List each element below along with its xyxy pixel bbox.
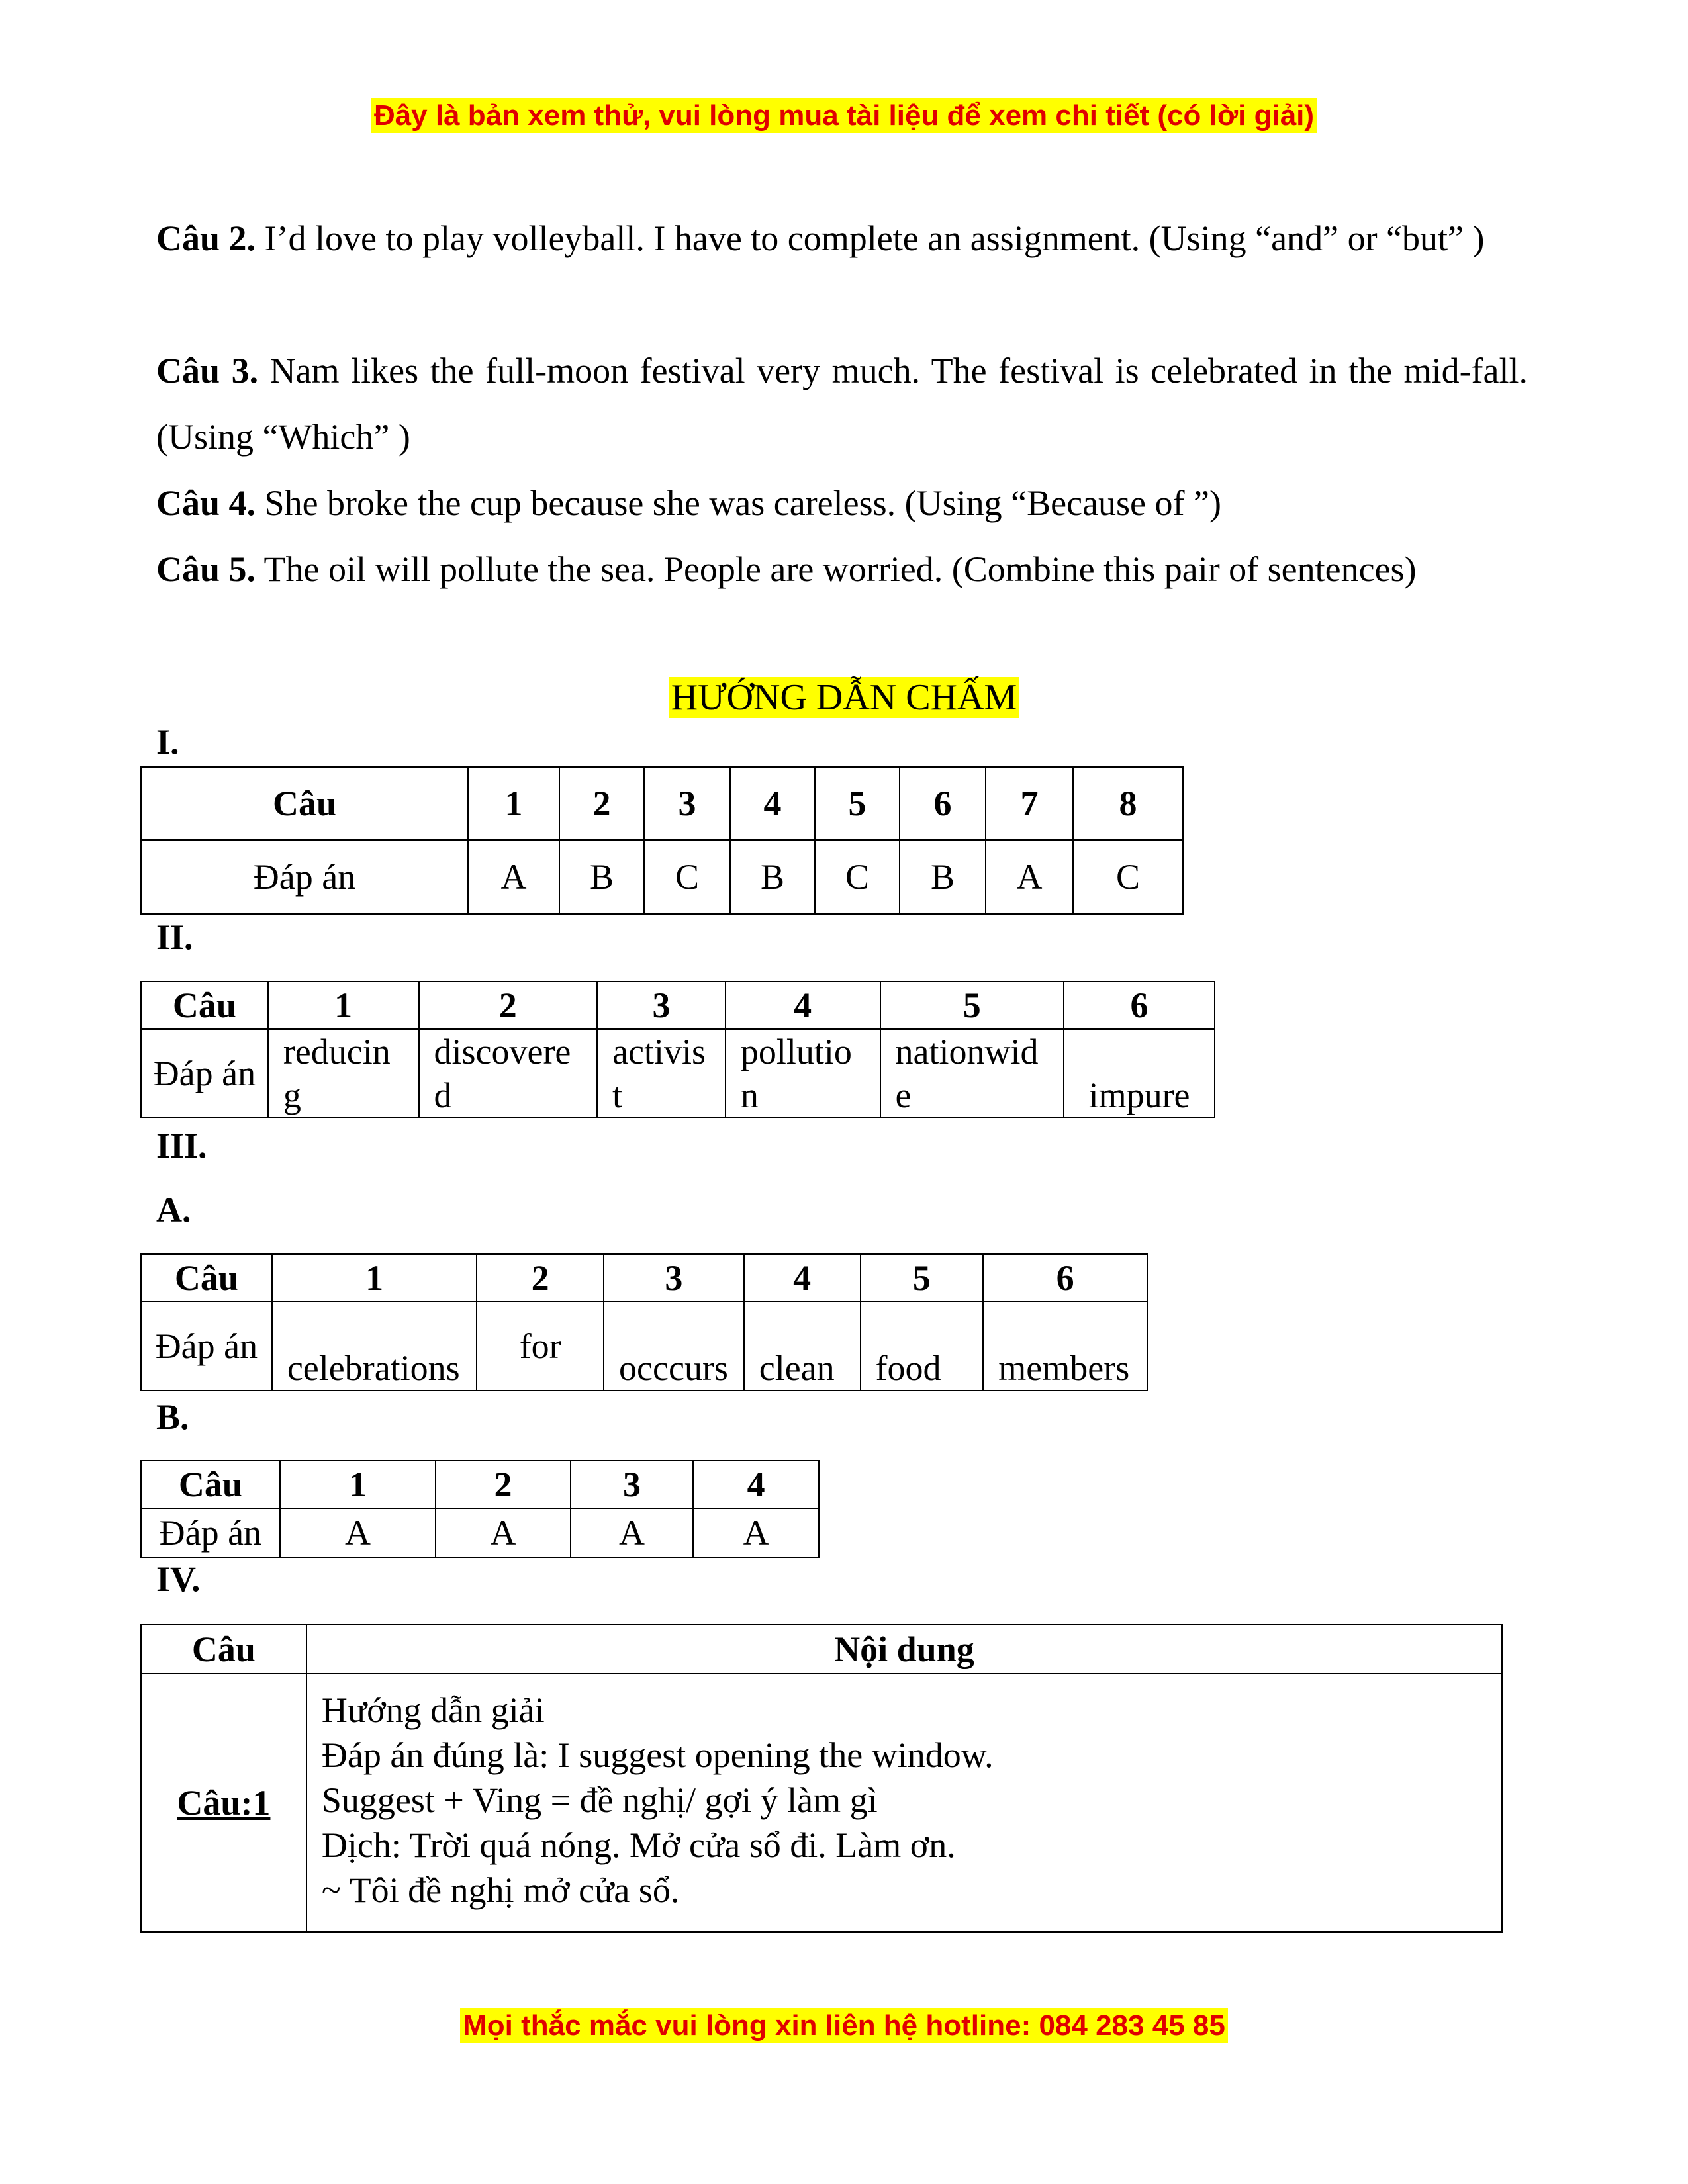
table-i-num: 6 xyxy=(900,767,986,840)
table-iii-a-num: 2 xyxy=(477,1254,604,1302)
table-ii-num: 1 xyxy=(268,981,419,1029)
table-iv-col-cau: Câu xyxy=(141,1625,306,1674)
table-iii-a-answer: for xyxy=(477,1302,604,1390)
table-ii-num: 6 xyxy=(1064,981,1215,1029)
table-i-answer: C xyxy=(644,840,730,914)
table-iii-a-answer: food xyxy=(861,1302,984,1390)
table-i-answer: B xyxy=(730,840,815,914)
table-ii-header-label: Câu xyxy=(141,981,268,1029)
table-ii-answer: discovered xyxy=(419,1029,598,1118)
question-3: Câu 3. Nam likes the full-moon festival very much. The festival is celebrated in the mid-fall. (Using “Which” ) xyxy=(156,351,1528,457)
table-iii-b-row-label: Đáp án xyxy=(141,1508,280,1557)
table-i-num: 2 xyxy=(559,767,644,840)
table-ii-answer: impure xyxy=(1064,1029,1215,1118)
section-iv-label: IV. xyxy=(156,1559,201,1599)
table-ii-answer: pollution xyxy=(726,1029,880,1118)
table-iii-b-answer: A xyxy=(693,1508,819,1557)
table-ii-row-label: Đáp án xyxy=(141,1029,268,1118)
table-ii-num: 2 xyxy=(419,981,598,1029)
table-i-num: 1 xyxy=(468,767,559,840)
table-iii-b-num: 4 xyxy=(693,1461,819,1508)
table-iii-b-num: 3 xyxy=(571,1461,694,1508)
table-ii-answer: reducing xyxy=(268,1029,419,1118)
question-4: Câu 4. She broke the cup because she was careless. (Using “Because of ”) xyxy=(156,483,1221,523)
answer-table-iii-b xyxy=(140,1460,820,1558)
table-iii-a-answer: members xyxy=(983,1302,1147,1390)
answer-table-ii xyxy=(140,981,1215,1118)
table-iii-a-row-label: Đáp án xyxy=(141,1302,272,1390)
table-iii-a-num: 5 xyxy=(861,1254,984,1302)
solution-line: ~ Tôi đề nghị mở cửa sổ. xyxy=(321,1870,680,1910)
section-ii-label: II. xyxy=(156,917,193,957)
table-i-num: 5 xyxy=(815,767,900,840)
section-iii-a-label: A. xyxy=(156,1190,191,1230)
table-ii-answer: nationwide xyxy=(880,1029,1064,1118)
table-iii-a-num: 4 xyxy=(744,1254,861,1302)
section-i-label: I. xyxy=(156,722,179,762)
section-iii-label: III. xyxy=(156,1126,207,1165)
table-iii-b-num: 2 xyxy=(436,1461,571,1508)
solution-line: Dịch: Trời quá nóng. Mở cửa sổ đi. Làm ơn. xyxy=(321,1825,956,1865)
table-iv-row-label: Câu:1 xyxy=(141,1674,306,1932)
table-i-num: 3 xyxy=(644,767,730,840)
table-i-answer: C xyxy=(1073,840,1183,914)
hotline-banner-text: Mọi thắc mắc vui lòng xin liên hệ hotline: 084 283 45 85 xyxy=(460,2008,1228,2043)
table-ii-num: 4 xyxy=(726,981,880,1029)
table-iii-a-num: 3 xyxy=(604,1254,744,1302)
table-ii-answer: activist xyxy=(597,1029,726,1118)
table-i-answer: B xyxy=(559,840,644,914)
section-iii-b-label: B. xyxy=(156,1397,189,1437)
table-i-num: 4 xyxy=(730,767,815,840)
table-ii-num: 3 xyxy=(597,981,726,1029)
preview-banner-text: Đây là bản xem thử, vui lòng mua tài liệu để xem chi tiết (có lời giải) xyxy=(371,98,1317,133)
grading-heading: HƯỚNG DẪN CHẤM xyxy=(0,676,1688,719)
table-iii-b-answer: A xyxy=(571,1508,694,1557)
table-i-answer: B xyxy=(900,840,986,914)
table-i-num: 8 xyxy=(1073,767,1183,840)
table-i-num: 7 xyxy=(986,767,1073,840)
table-iv-content xyxy=(306,1674,1502,1932)
preview-banner xyxy=(0,99,1688,132)
solution-line: Hướng dẫn giải xyxy=(321,1690,545,1730)
answer-table-iv xyxy=(140,1624,1503,1933)
table-i-answer: A xyxy=(468,840,559,914)
solution-line: Đáp án đúng là: I suggest opening the window. xyxy=(321,1735,994,1775)
table-iii-b-header-label: Câu xyxy=(141,1461,280,1508)
question-5: Câu 5. The oil will pollute the sea. People are worried. (Combine this pair of sentences) xyxy=(156,549,1417,589)
table-iii-a-answer: celebrations xyxy=(272,1302,477,1390)
table-iii-b-answer: A xyxy=(280,1508,436,1557)
table-i-answer: A xyxy=(986,840,1073,914)
table-iii-b-answer: A xyxy=(436,1508,571,1557)
solution-line: Suggest + Ving = đề nghị/ gợi ý làm gì xyxy=(321,1780,878,1820)
table-iii-a-num: 6 xyxy=(983,1254,1147,1302)
table-i-answer: C xyxy=(815,840,900,914)
table-iii-b-num: 1 xyxy=(280,1461,436,1508)
table-iv-col-noidung: Nội dung xyxy=(306,1625,1502,1674)
answer-table-i xyxy=(140,766,1184,915)
table-iii-a-answer: occcurs xyxy=(604,1302,744,1390)
answer-table-iii-a xyxy=(140,1253,1148,1391)
table-i-row-label: Đáp án xyxy=(141,840,468,914)
question-2: Câu 2. I’d love to play volleyball. I have to complete an assignment. (Using “and” or “but” ) xyxy=(156,218,1485,258)
table-i-header-label: Câu xyxy=(141,767,468,840)
table-iii-a-answer: clean xyxy=(744,1302,861,1390)
hotline-banner xyxy=(0,2009,1688,2042)
table-ii-num: 5 xyxy=(880,981,1064,1029)
table-iii-a-header-label: Câu xyxy=(141,1254,272,1302)
table-iii-a-num: 1 xyxy=(272,1254,477,1302)
